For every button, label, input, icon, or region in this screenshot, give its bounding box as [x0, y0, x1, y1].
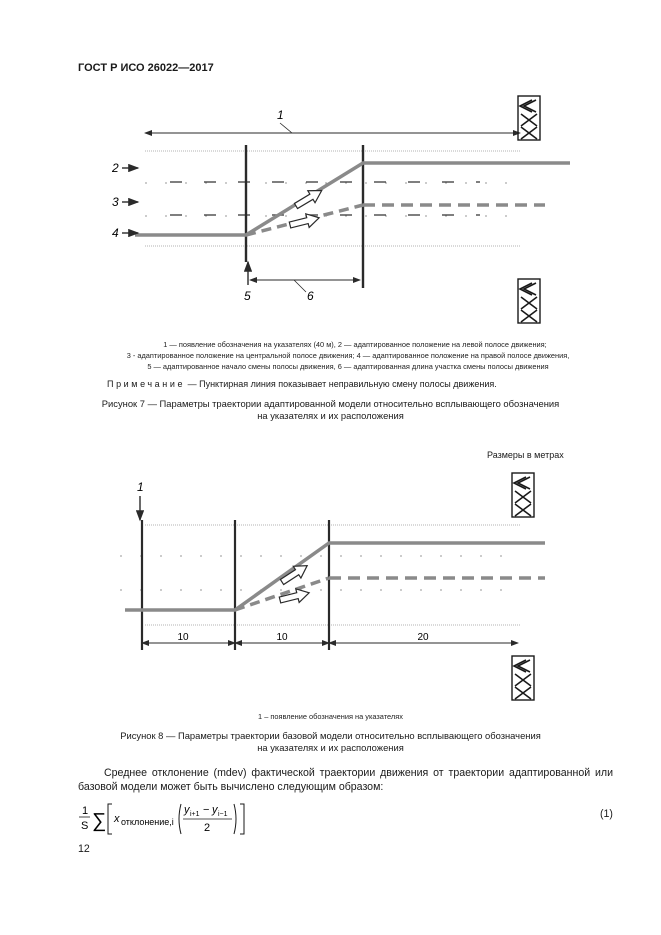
fig8-caption-line-2: на указателях и их расположения	[257, 742, 404, 753]
fig8-dim-3: 20	[417, 632, 429, 643]
body-paragraph: Среднее отклонение (mdev) фактической траектории движения от траектории адаптированной или базовой модели может быть вычислено следующим образом:	[78, 767, 613, 793]
eq-y1-sub: i+1	[190, 811, 200, 818]
fig8-dim-1: 10	[177, 632, 189, 643]
fig8-caption-line-1: Рисунок 8 — Параметры траектории базовой модели относительно всплывающего обозначения	[120, 730, 541, 741]
equation-number: (1)	[600, 808, 613, 820]
fig7-label-2: 2	[112, 161, 119, 175]
fig7-label-5: 5	[244, 289, 251, 303]
fig7-hollow-arrow-lower	[288, 211, 320, 232]
note-label: Примечание	[107, 379, 186, 389]
page-number: 12	[78, 843, 90, 855]
fig8-legend: 1 – появление обозначения на указателях	[258, 712, 403, 721]
fig7-sign-top	[518, 96, 540, 140]
fig7-label-3: 3	[112, 195, 119, 209]
fig7-legend-line-1: 1 — появление обозначения на указателях (40 м), 2 — адаптированное положение на левой полосе движения;	[163, 340, 547, 349]
fig8-label-1: 1	[137, 480, 144, 494]
eq-frac-den: S	[81, 820, 89, 832]
eq-y2: y	[212, 804, 218, 816]
eq-sigma: ∑	[92, 810, 107, 832]
fig7-label-1: 1	[277, 108, 284, 122]
fig7-caption-line-1: Рисунок 7 — Параметры траектории адаптированной модели относительно всплывающего обозначения	[101, 398, 560, 409]
fig8-dim-2: 10	[276, 632, 288, 643]
fig7-sign-bottom	[518, 279, 540, 323]
eq-minus: −	[203, 804, 210, 816]
fig7-note	[107, 379, 497, 389]
eq-y1: y	[184, 804, 190, 816]
figure-7-diagram	[0, 90, 661, 340]
fig7-legend-line-2: 3 - адаптированное положение на центральной полосе движения; 4 — адаптированное положение на правой полосе движения,	[126, 351, 570, 360]
eq-den: 2	[204, 822, 211, 834]
fig7-label-4: 4	[112, 226, 119, 240]
fig7-legend-line-3: 5 — адаптированное начало смены полосы движения, 6 — адаптированная длина участка смены полосы движения	[147, 362, 549, 371]
eq-x: x	[114, 813, 120, 825]
note-text: — Пунктирная линия показывает неправильную смену полосы движения.	[185, 379, 497, 389]
fig8-hollow-arrow-lower	[278, 586, 310, 607]
fig8-dimensions-label: Размеры в метрах	[487, 450, 564, 460]
eq-y2-sub: i−1	[218, 811, 228, 818]
fig7-caption-line-2: на указателях и их расположения	[257, 410, 404, 421]
fig8-sign-top	[512, 473, 534, 517]
eq-frac-num: 1	[82, 805, 89, 817]
eq-x-sub: отклонение,i	[121, 817, 174, 827]
fig8-sign-bottom	[512, 656, 534, 700]
equation-1	[78, 800, 278, 840]
document-header: ГОСТ Р ИСО 26022—2017	[78, 62, 214, 74]
fig7-label-6: 6	[307, 289, 314, 303]
figure-8-diagram	[0, 470, 661, 710]
